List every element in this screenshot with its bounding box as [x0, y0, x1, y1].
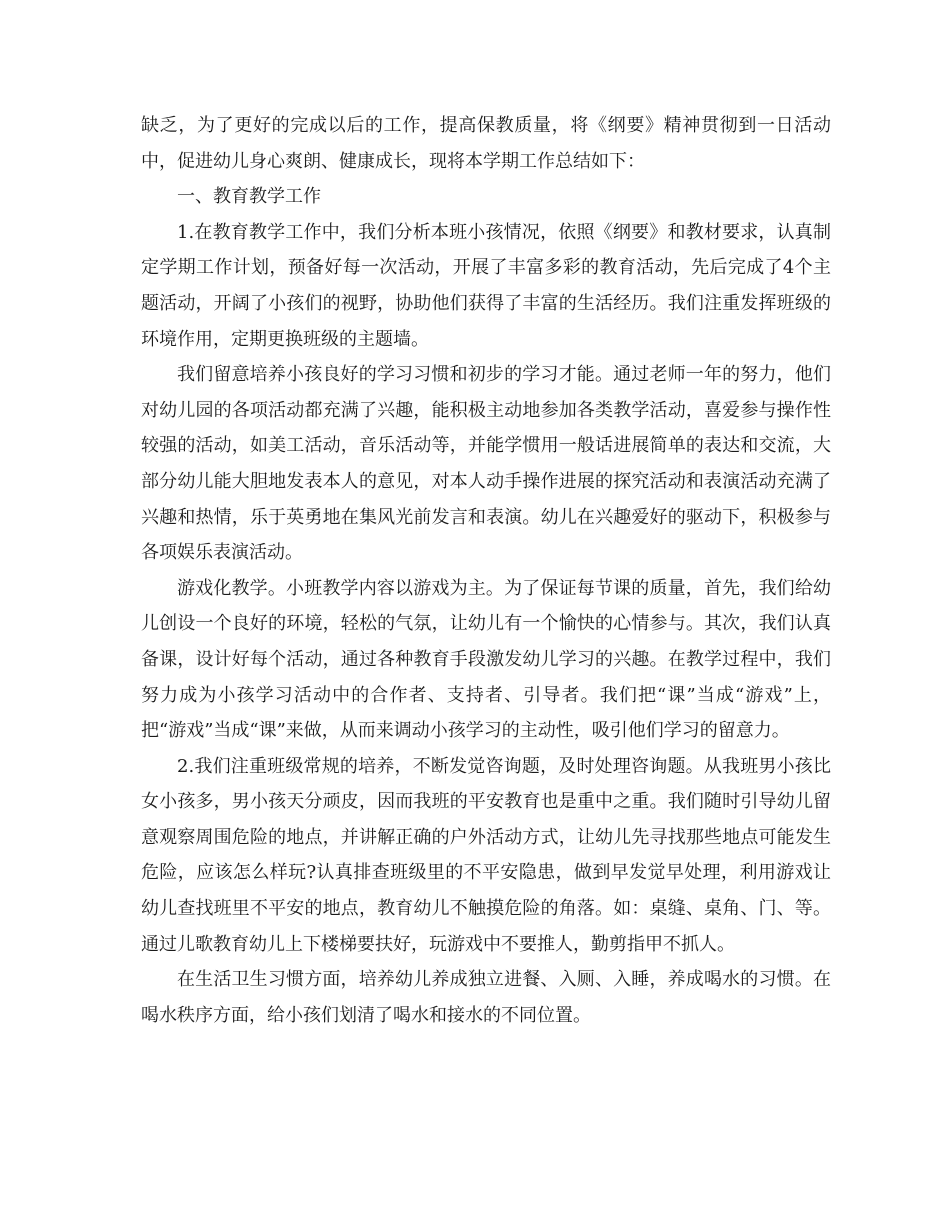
paragraph-learning-habits: 我们留意培养小孩良好的学习习惯和初步的学习才能。通过老师一年的努力，他们对幼儿园的各项活动都充满了兴趣，能积极主动地参加各类教学活动，喜爱参与操作性较强的活动，如美工活动，音乐活动等，并能学惯用一般话进展简单的表达和交流，大部分幼儿能大胆地发表本人的意见，对本人动手操作进展的探究活动和表演活动充满了兴趣和热情，乐于英勇地在集风光前发言和表演。幼儿在兴趣爱好的驱动下，积极参与各项娱乐表演活动。 — [141, 364, 831, 564]
paragraph-intro-continuation: 缺乏，为了更好的完成以后的工作，提高保教质量，将《纲要》精神贯彻到一日活动中，促进幼儿身心爽朗、健康成长，现将本学期工作总结如下： — [141, 115, 831, 172]
paragraph-hygiene-habits: 在生活卫生习惯方面，培养幼儿养成独立进餐、入厕、入睡，养成喝水的习惯。在喝水秩序方面，给小孩们划清了喝水和接水的不同位置。 — [141, 969, 831, 1026]
document-body — [141, 108, 831, 1033]
paragraph-game-teaching: 游戏化教学。小班教学内容以游戏为主。为了保证每节课的质量，首先，我们给幼儿创设一个良好的环境，轻松的气氛，让幼儿有一个愉快的心情参与。其次，我们认真备课，设计好每个活动，通过各种教育手段激发幼儿学习的兴趣。在教学过程中，我们努力成为小孩学习活动中的合作者、支持者、引导者。我们把“课”当成“游戏”上，把“游戏”当成“课”来做，从而来调动小孩学习的主动性，吸引他们学习的留意力。 — [141, 577, 831, 742]
section-heading-teaching: 一、教育教学工作 — [177, 186, 321, 208]
paragraph-class-routine-safety: 2.我们注重班级常规的培养，不断发觉咨询题，及时处理咨询题。从我班男小孩比女小孩多，男小孩天分顽皮，因而我班的平安教育也是重中之重。我们随时引导幼儿留意观察周围危险的地点，并讲解正确的户外活动方式，让幼儿先寻找那些地点可能发生危险，应该怎么样玩?认真排查班级里的不平安隐患，做到早发觉早处理，利用游戏让幼儿查找班里不平安的地点，教育幼儿不触摸危险的角落。如：桌缝、桌角、门、等。通过儿歌教育幼儿上下楼梯要扶好，玩游戏中不要推人，勤剪指甲不抓人。 — [141, 755, 831, 955]
paragraph-teaching-plan: 1.在教育教学工作中，我们分析本班小孩情况，依照《纲要》和教材要求，认真制定学期工作计划，预备好每一次活动，开展了丰富多彩的教育活动，先后完成了4个主题活动，开阔了小孩们的视野，协助他们获得了丰富的生活经历。我们注重发挥班级的环境作用，定期更换班级的主题墙。 — [141, 221, 831, 350]
